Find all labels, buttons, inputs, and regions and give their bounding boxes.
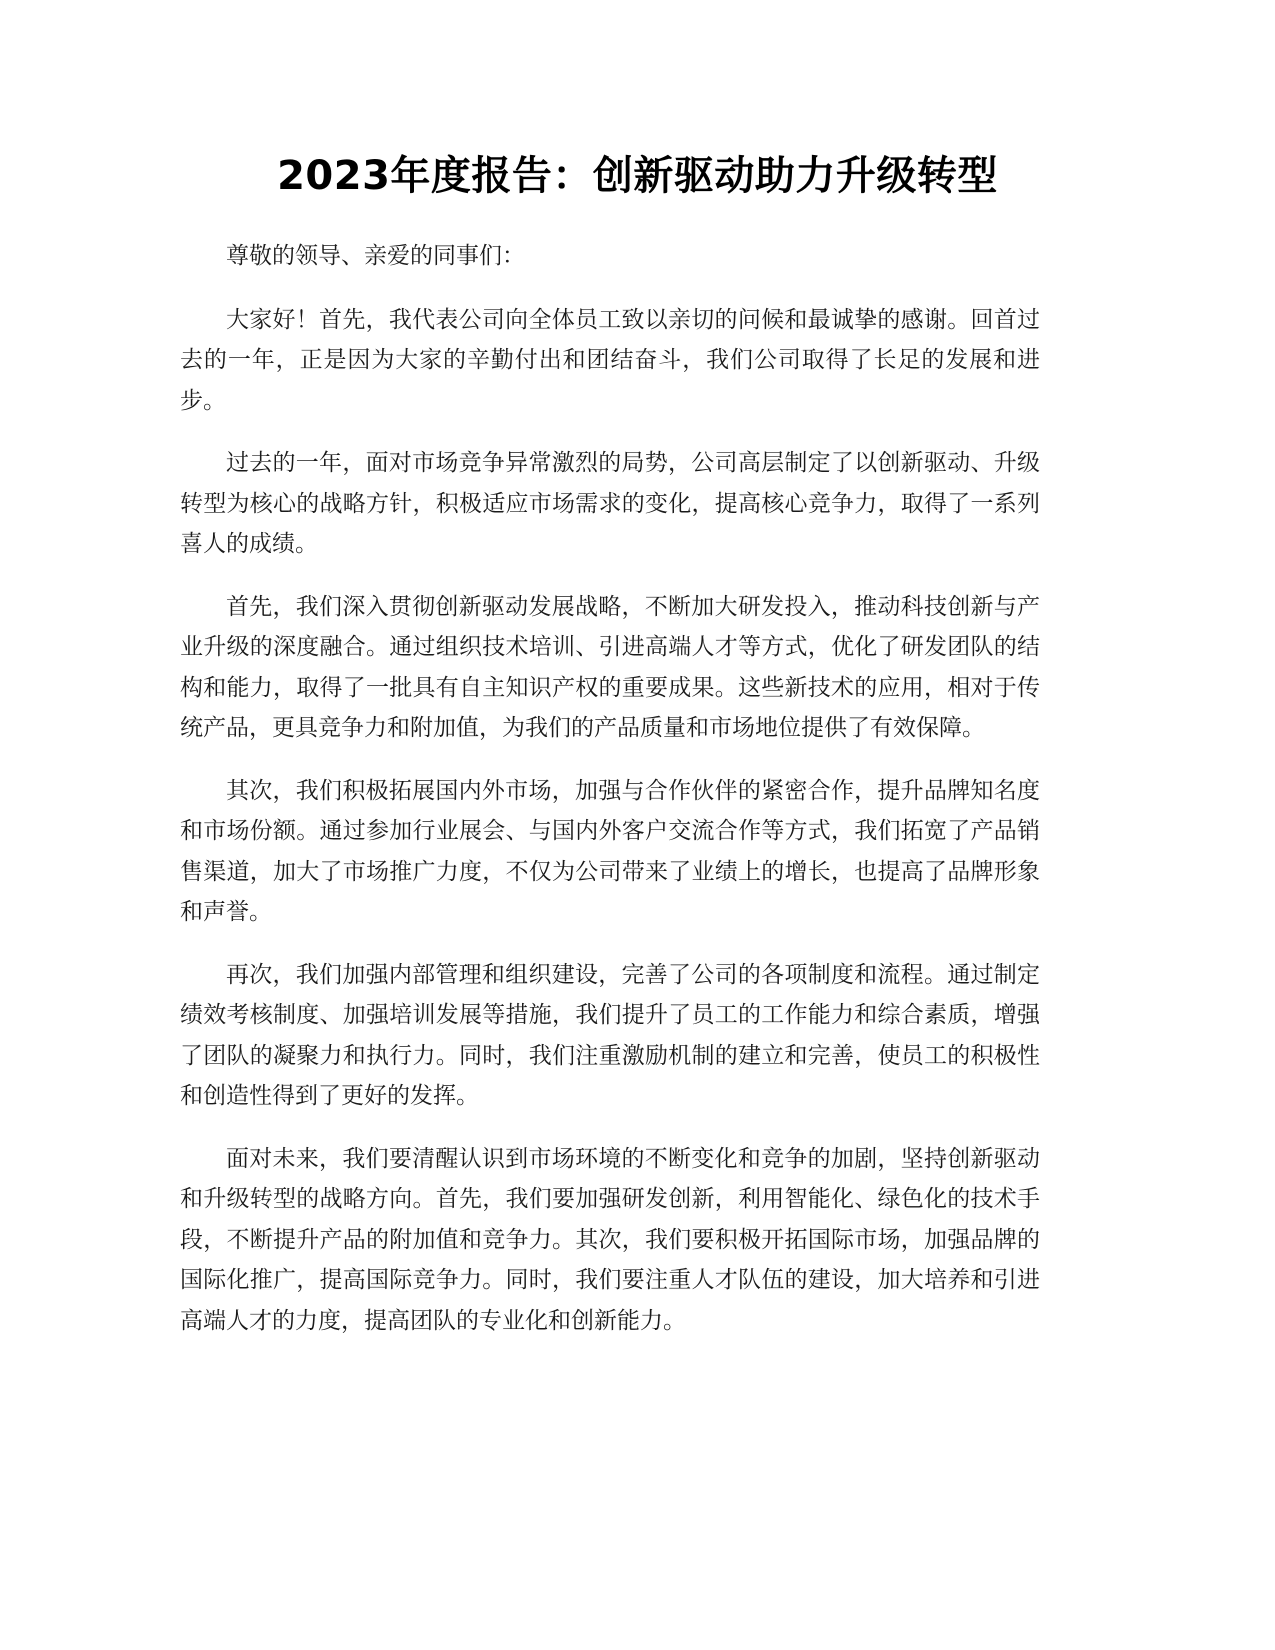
paragraph-innovation: 首先，我们深入贯彻创新驱动发展战略，不断加大研发投入，推动科技创新与产业升级的深度融合。通过组织技术培训、引进高端人才等方式，优化了研发团队的结构和能力，取得了一批具有自主知识产权的重要成果。这些新技术的应用，相对于传统产品，更具竞争力和附加值，为我们的产品质量和市场地位提供了有效保障。 — [180, 593, 1040, 741]
paragraph-market: 其次，我们积极拓展国内外市场，加强与合作伙伴的紧密合作，提升品牌知名度和市场份额。通过参加行业展会、与国内外客户交流合作等方式，我们拓宽了产品销售渠道，加大了市场推广力度，不仅为公司带来了业绩上的增长，也提高了品牌形象和声誉。 — [180, 777, 1040, 925]
document-title: 2023年度报告：创新驱动助力升级转型 — [277, 153, 998, 199]
paragraph-future: 面对未来，我们要清醒认识到市场环境的不断变化和竞争的加剧，坚持创新驱动和升级转型的战略方向。首先，我们要加强研发创新，利用智能化、绿色化的技术手段，不断提升产品的附加值和竞争力。其次，我们要积极开拓国际市场，加强品牌的国际化推广，提高国际竞争力。同时，我们要注重人才队伍的建设，加大培养和引进高端人才的力度，提高团队的专业化和创新能力。 — [180, 1145, 1040, 1334]
salutation: 尊敬的领导、亲爱的同事们： — [226, 243, 525, 269]
paragraph-greeting: 大家好！首先，我代表公司向全体员工致以亲切的问候和最诚挚的感谢。回首过去的一年，正是因为大家的辛勤付出和团结奋斗，我们公司取得了长足的发展和进步。 — [180, 306, 1040, 414]
document-body — [180, 236, 1040, 1363]
paragraph-management: 再次，我们加强内部管理和组织建设，完善了公司的各项制度和流程。通过制定绩效考核制度、加强培训发展等措施，我们提升了员工的工作能力和综合素质，增强了团队的凝聚力和执行力。同时，我们注重激励机制的建立和完善，使员工的积极性和创造性得到了更好的发挥。 — [180, 961, 1040, 1109]
paragraph-strategy: 过去的一年，面对市场竞争异常激烈的局势，公司高层制定了以创新驱动、升级转型为核心的战略方针，积极适应市场需求的变化，提高核心竞争力，取得了一系列喜人的成绩。 — [180, 450, 1040, 557]
